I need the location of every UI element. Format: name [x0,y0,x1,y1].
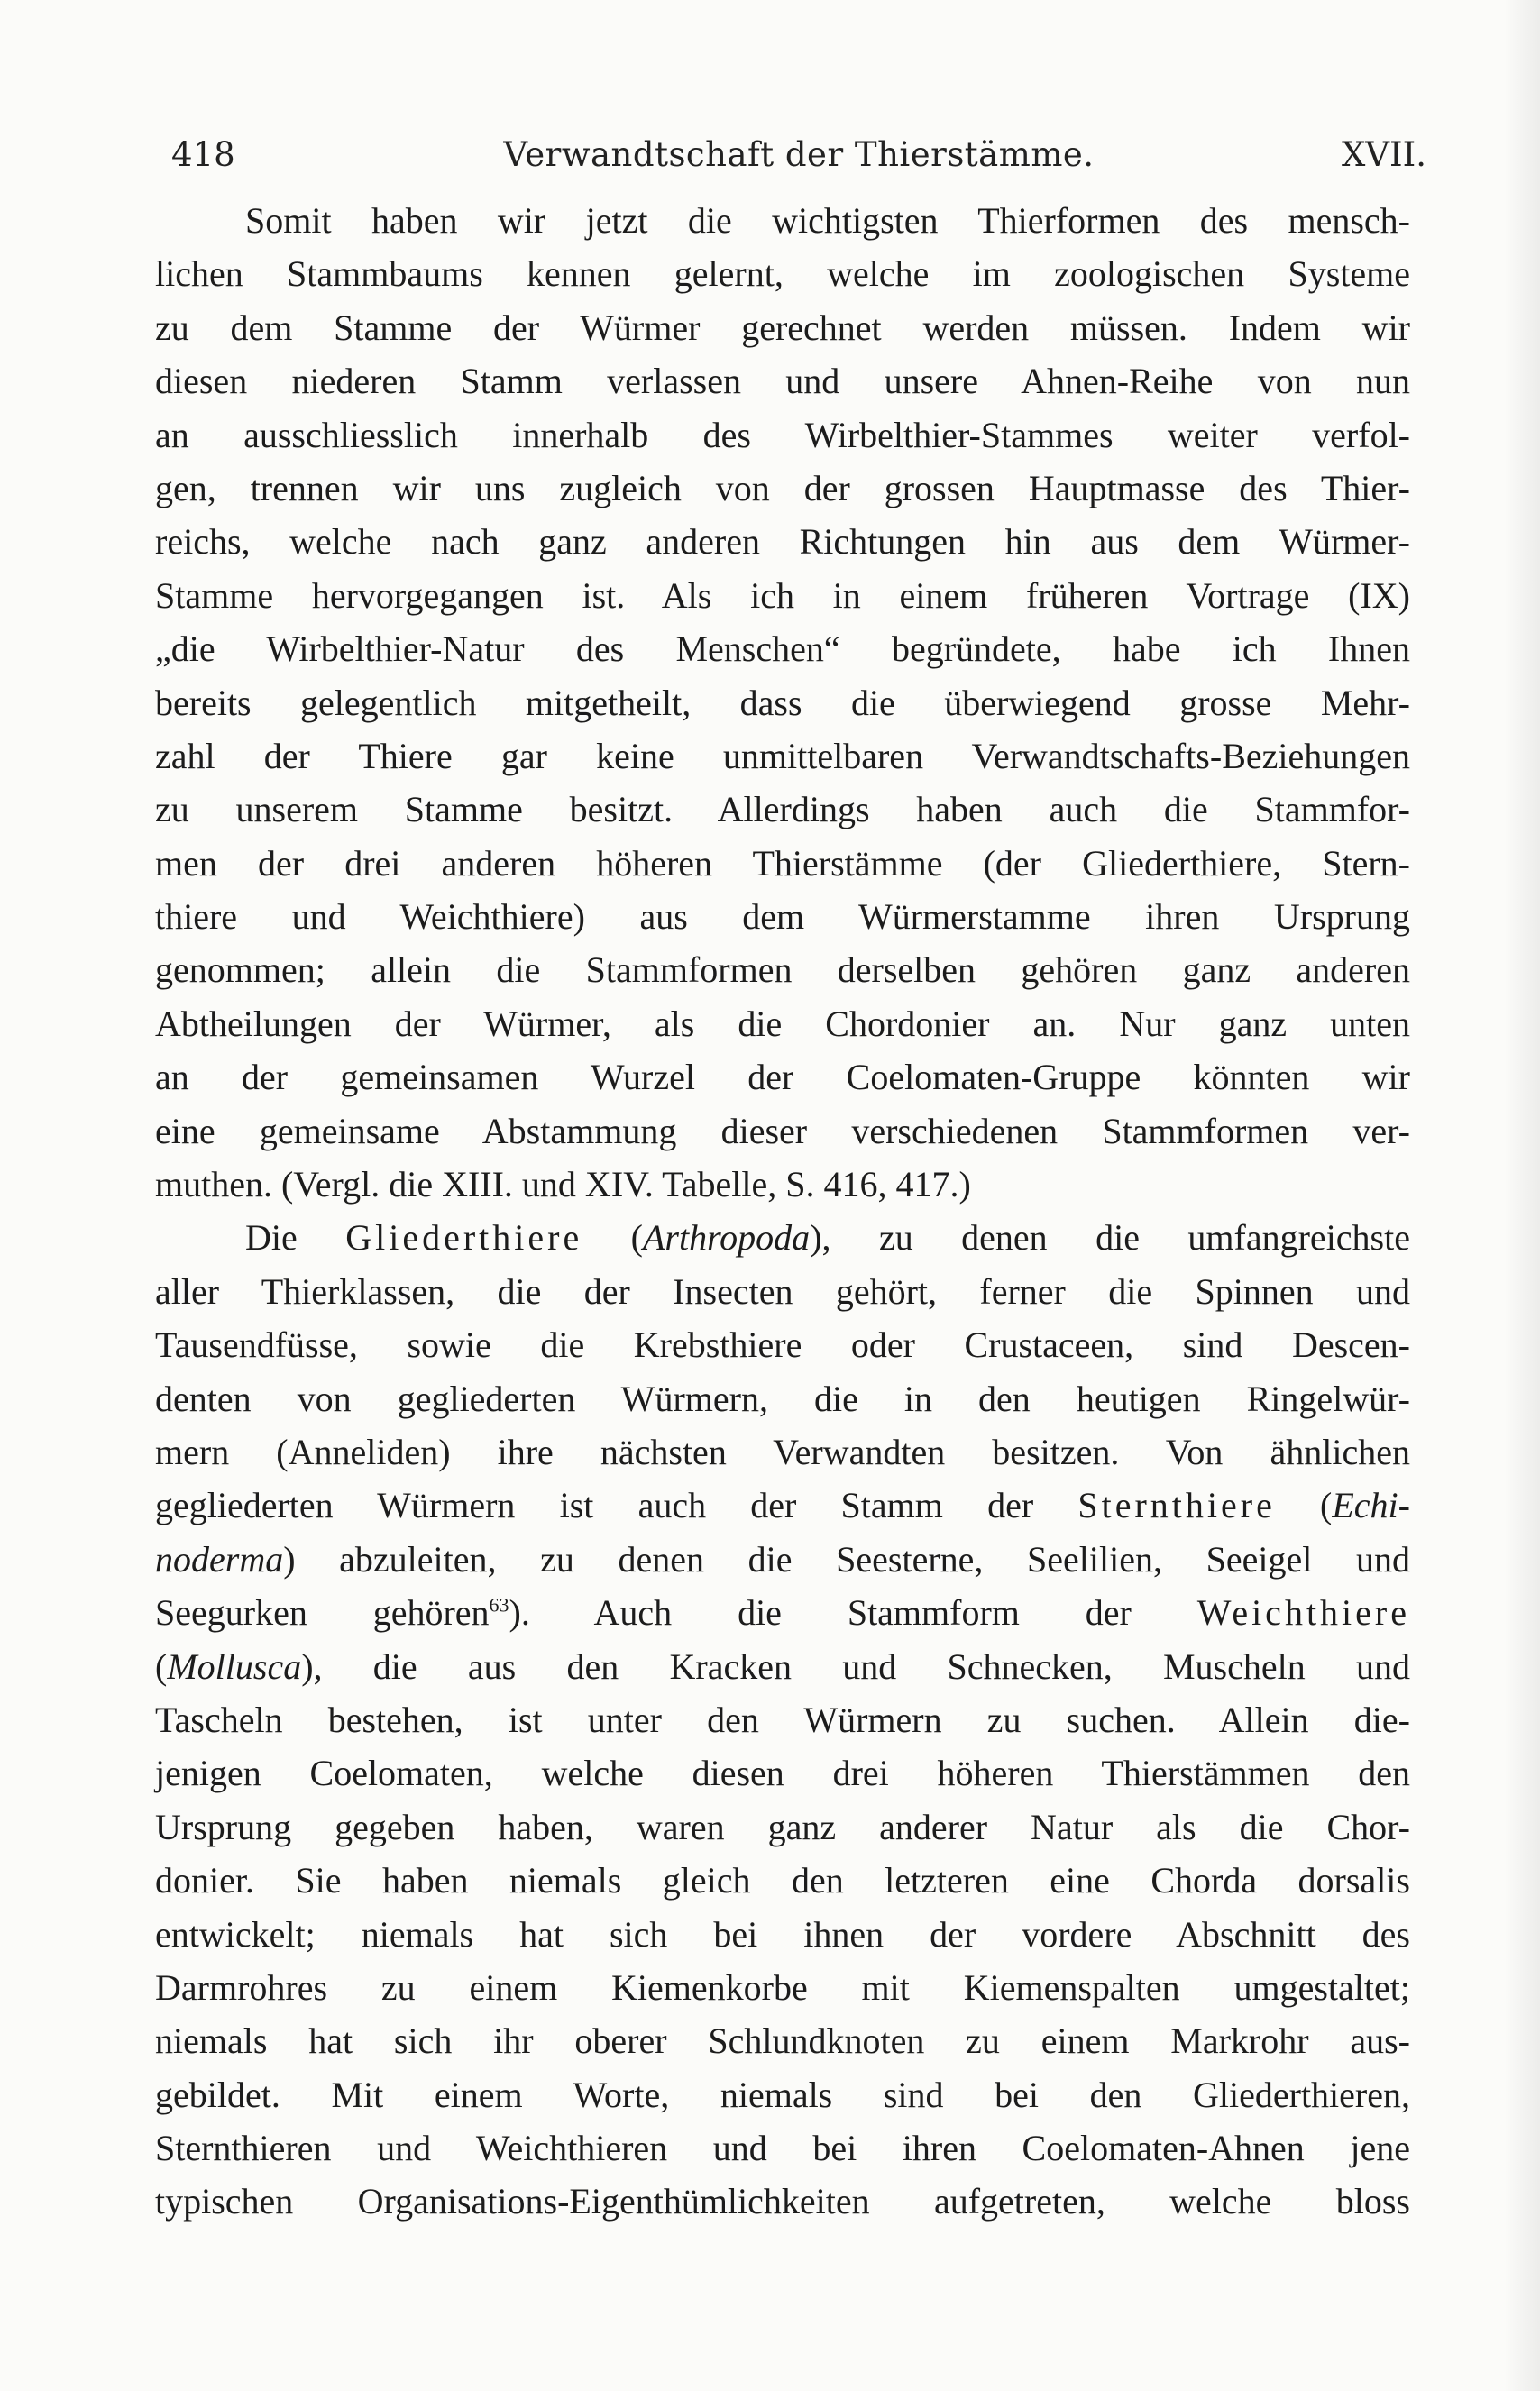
text-line: donier. Sie haben niemals gleich den letzteren eine Chorda dorsalis [155,1860,1410,1901]
text-line: Stamme hervorgegangen ist. Als ich in einem früheren Vortrage (IX) [155,574,1410,616]
text-line: men der drei anderen höheren Thierstämme (der Gliederthiere, Stern- [155,842,1410,884]
text-run: Die [245,1217,346,1259]
text-line [155,1640,1410,1693]
text-line: zahl der Thiere gar keine unmittelbaren Verwandtschafts-Beziehungen [155,735,1410,776]
text-line: muthen. (Vergl. die XIII. und XIV. Tabelle, S. 416, 417.) [155,1164,971,1205]
text-line: Somit haben wir jetzt die wichtigsten Thierformen des mensch- [245,200,1410,241]
text-line: typischen Organisations-Eigenthümlichkeiten aufgetreten, welche bloss [155,2181,1410,2222]
text-line: reichs, welche nach ganz anderen Richtungen hin aus dem Würmer- [155,521,1410,563]
text-line: gen, trennen wir uns zugleich von der grossen Hauptmasse des Thier- [155,467,1410,508]
text-run: ( [582,1217,643,1259]
page-number: 418 [171,135,235,174]
text-line: entwickelt; niemals hat sich bei ihnen der vordere Abschnitt des [155,1913,1410,1955]
text-line: lichen Stammbaums kennen gelernt, welche im zoologischen Systeme [155,253,1410,295]
text-line [155,1533,1410,1586]
text-line: aller Thierklassen, die der Insecten gehört, ferner die Spinnen und [155,1270,1410,1312]
text-line: niemals hat sich ihr oberer Schlundknoten zu einem Markrohr aus- [155,2020,1410,2062]
text-line: Tausendfüsse, sowie die Krebsthiere oder Crustaceen, sind Descen- [155,1324,1410,1366]
text-run: ), die aus den Kracken und Schnecken, Muscheln und [301,1645,1410,1687]
text-line: Sternthieren und Weichthieren und bei ihren Coelomaten-Ahnen jene [155,2128,1410,2169]
text-run: ), zu denen die umfangreichste [810,1217,1410,1259]
running-title: Verwandtschaft der Thierstämme. [503,135,1095,174]
text-line: Darmrohres zu einem Kiemenkorbe mit Kiemenspalten umgestaltet; [155,1966,1410,2008]
italic-term: Echi- [1332,1485,1410,1526]
text-line [155,1211,1410,1264]
text-line: denten von gegliederten Würmern, die in den heutigen Ringelwür- [155,1378,1410,1419]
text-line: zu dem Stamme der Würmer gerechnet werden müssen. Indem wir [155,307,1410,348]
text-line: Ursprung gegeben haben, waren ganz anderer Natur als die Chor- [155,1806,1410,1847]
text-run: gegliederten Würmern ist auch der Stamm der [155,1485,1078,1526]
text-line: bereits gelegentlich mitgetheilt, dass die überwiegend grosse Mehr- [155,682,1410,723]
text-line: „die Wirbelthier-Natur des Menschen“ begründete, habe ich Ihnen [155,628,1410,670]
text-run: ( [155,1645,168,1687]
text-line: an der gemeinsamen Wurzel der Coelomaten-Gruppe könnten wir [155,1057,1410,1098]
footnote-reference: 63 [489,1593,509,1617]
italic-term: noderma [155,1538,284,1580]
spaced-term: Gliederthiere [345,1217,583,1259]
scan-shadow [1504,0,1540,2391]
text-line [155,1586,1410,1639]
text-line: thiere und Weichthiere) aus dem Würmerstamme ihren Ursprung [155,896,1410,938]
text-run: Seegurken gehören [155,1592,490,1634]
text-line: Tascheln bestehen, ist unter den Würmern zu suchen. Allein die- [155,1699,1410,1740]
text-line: eine gemeinsame Abstammung dieser verschiedenen Stammformen ver- [155,1110,1410,1151]
text-run: ). Auch die Stammform der [509,1592,1197,1634]
spaced-term: Weichthiere [1196,1592,1410,1634]
text-line: zu unserem Stamme besitzt. Allerdings haben auch die Stammfor- [155,789,1410,830]
spaced-term: Sternthiere [1077,1485,1276,1526]
paragraph-1 [155,194,1410,1211]
text-line [155,1479,1410,1532]
text-run: ( [1275,1485,1333,1526]
chapter-number: XVII. [1341,135,1426,174]
text-line: jenigen Coelomaten, welche diesen drei höheren Thierstämmen den [155,1753,1410,1794]
body-text [155,194,1410,2229]
text-line: an ausschliesslich innerhalb des Wirbelthier-Stammes weiter verfol- [155,414,1410,455]
italic-term: Mollusca [167,1645,302,1687]
text-line: genommen; allein die Stammformen derselben gehören ganz anderen [155,949,1410,991]
text-line: Abtheilungen der Würmer, als die Chordonier an. Nur ganz unten [155,1003,1410,1044]
italic-term: Arthropoda [642,1217,811,1259]
text-run: ) abzuleiten, zu denen die Seesterne, Seelilien, Seeigel und [283,1538,1410,1580]
page-header [171,135,1426,186]
text-line: gebildet. Mit einem Worte, niemals sind bei den Gliederthieren, [155,2074,1410,2115]
text-line: mern (Anneliden) ihre nächsten Verwandten besitzen. Von ähnlichen [155,1431,1410,1472]
paragraph-2 [155,1211,1410,2228]
text-line: diesen niederen Stamm verlassen und unsere Ahnen-Reihe von nun [155,361,1410,402]
